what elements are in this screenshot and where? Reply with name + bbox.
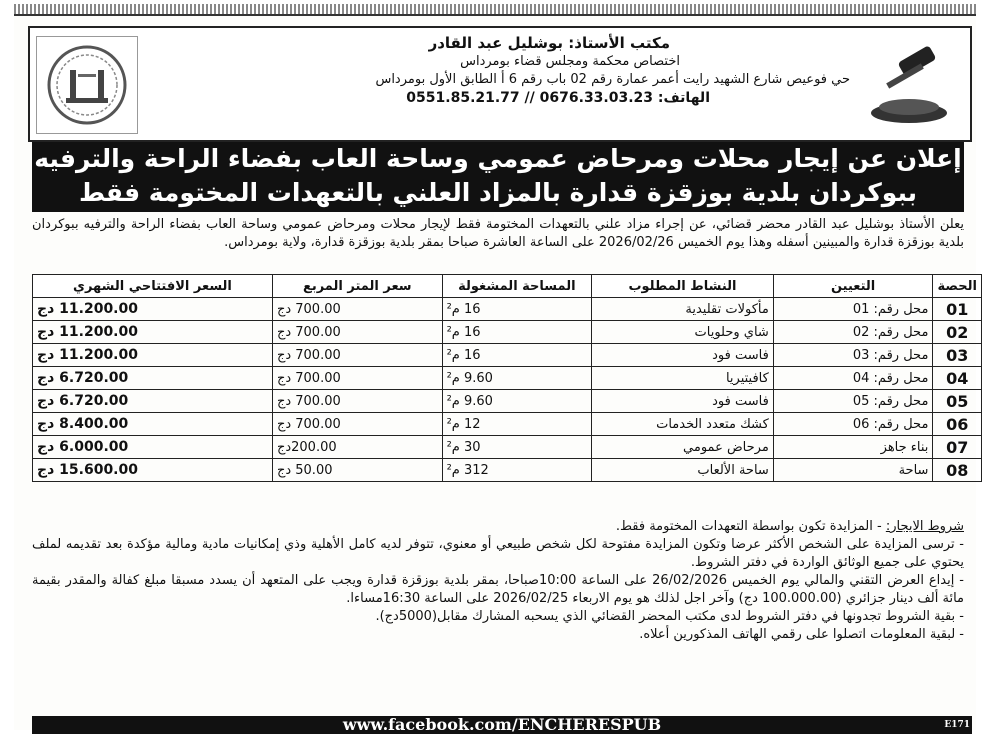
table-row [33,413,982,436]
office-specialty: اختصاص محكمة ومجلس قضاء بومرداس [460,54,680,69]
opening-price: 6.720.00 دج [33,390,273,413]
office-address: حي فوعيص شارع الشهيد رايت أعمر عمارة رقم 02 باب رقم 6 أ الطابق الأول بومرداس [375,72,850,87]
banner-line-1: إعلان عن إيجار محلات ومرحاض عمومي وساحة العاب بفضاء الراحة والترفيه [34,144,962,173]
opening-price: 11.200.00 دج [33,344,273,367]
col-designation: التعيين [773,275,933,298]
lot-number: 08 [933,459,982,482]
designation: محل رقم: 05 [773,390,933,413]
condition-item: - ترسى المزايدة على الشخص الأكثر عرضا وتكون المزايدة مفتوحة لكل شخص طبيعي أو معنوي، تتوفر لديه كامل الأهلية وذي إمكانيات مادية ومالية مؤكدة بعد تقديمه لملف يحتوي على جميع الوثائق الواردة في دفتر الشروط. [32,537,964,570]
col-price-m2: سعر المتر المربع [272,275,442,298]
lot-number: 02 [933,321,982,344]
banner-line-2: ببوكردان بلدية بوزقزة قدارة بالمزاد العلني بالتعهدات المختومة فقط [78,178,918,207]
activity: كافيتيريا [592,367,774,390]
price-m2: 700.00 دج [272,298,442,321]
price-m2: 700.00 دج [272,367,442,390]
table-row [33,298,982,321]
footer-bar [32,716,972,734]
area: 12 م² [442,413,592,436]
area: 30 م² [442,436,592,459]
designation: محل رقم: 01 [773,298,933,321]
price-m2: 700.00 دج [272,344,442,367]
activity: شاي وحلويات [592,321,774,344]
opening-price: 11.200.00 دج [33,298,273,321]
lot-number: 04 [933,367,982,390]
office-phone: الهاتف: 0676.33.03.23 // 0551.85.21.77 [406,90,710,106]
area: 9.60 م² [442,367,592,390]
table-row [33,436,982,459]
rental-conditions [32,518,964,644]
col-lot: الحصة [933,275,982,298]
opening-price: 6.000.00 دج [33,436,273,459]
designation: محل رقم: 03 [773,344,933,367]
activity: مأكولات تقليدية [592,298,774,321]
price-m2: 700.00 دج [272,321,442,344]
lot-number: 01 [933,298,982,321]
area: 9.60 م² [442,390,592,413]
office-info [150,34,850,106]
announcement-banner [32,142,964,212]
area: 312 م² [442,459,592,482]
table-row [33,344,982,367]
area: 16 م² [442,298,592,321]
facebook-url[interactable]: www.facebook.com/ENCHERESPUB [342,715,662,734]
area: 16 م² [442,321,592,344]
notice-page [14,4,977,734]
ad-code: E171 [944,720,970,730]
lot-number: 05 [933,390,982,413]
opening-price: 11.200.00 دج [33,321,273,344]
activity: فاست فود [592,390,774,413]
office-header [28,26,972,142]
table-header-row [33,275,982,298]
col-activity: النشاط المطلوب [592,275,774,298]
price-m2: 700.00 دج [272,413,442,436]
top-border [14,4,976,16]
designation: ساحة [773,459,933,482]
activity: كشك متعدد الخدمات [592,413,774,436]
price-m2: 200.00دج [272,436,442,459]
table-row [33,321,982,344]
gavel-icon [854,36,964,132]
activity: فاست فود [592,344,774,367]
bailiff-logo-icon [36,36,138,134]
opening-price: 6.720.00 دج [33,367,273,390]
opening-price: 15.600.00 دج [33,459,273,482]
lots-table [32,274,982,482]
intro-paragraph: يعلن الأستاذ بوشليل عبد القادر محضر قضائي، عن إجراء مزاد علني بالتعهدات المختومة فقط لإيجار محلات ومرحاض عمومي وساحة العاب بفضاء الراحة والترفيه ببوكردان بلدية بوزقزة قدارة والمبينين أسفله وهذا يوم الخميس 2026/02/26 على الساعة العاشرة صباحا بمقر بلدية بوزقزة قدارة، ولاية بومرداس. [32,217,964,250]
designation: محل رقم: 04 [773,367,933,390]
lot-number: 06 [933,413,982,436]
conditions-title: شروط الايجار: [885,519,964,534]
area: 16 م² [442,344,592,367]
price-m2: 50.00 دج [272,459,442,482]
condition-item: - لبقية المعلومات اتصلوا على رقمي الهاتف المذكورين أعلاه. [639,627,964,642]
opening-price: 8.400.00 دج [33,413,273,436]
conditions-heading [32,518,964,536]
table-row [33,459,982,482]
activity: ساحة الألعاب [592,459,774,482]
designation: محل رقم: 02 [773,321,933,344]
designation: بناء جاهز [773,436,933,459]
lot-number: 03 [933,344,982,367]
col-area: المساحة المشغولة [442,275,592,298]
office-title: مكتب الأستاذ: بوشليل عبد القادر [428,34,670,52]
table-row [33,367,982,390]
col-opening-price: السعر الافتتاحي الشهري [33,275,273,298]
condition-item: - المزايدة تكون بواسطة التعهدات المختومة فقط. [615,519,882,534]
price-m2: 700.00 دج [272,390,442,413]
lot-number: 07 [933,436,982,459]
activity: مرحاض عمومي [592,436,774,459]
condition-item: - بقية الشروط تجدونها في دفتر الشروط لدى مكتب المحضر القضائي الذي يسحبه المشارك مقابل(5000دج). [375,609,964,624]
table-row [33,390,982,413]
designation: محل رقم: 06 [773,413,933,436]
condition-item: - إيداع العرض التقني والمالي يوم الخميس 26/02/2026 على الساعة 10:00صباحا، بمقر بلدية بوزقزة قدارة ويجب على المتعهد أن يسدد مسبقا مبلغ كفالة والمقدر بقيمة مائة ألف دينار جزائري (100.000.00 دج) وآخر اجل لذلك هو يوم الاربعاء 2026/02/25 على الساعة 16:30مساءا. [32,573,964,606]
